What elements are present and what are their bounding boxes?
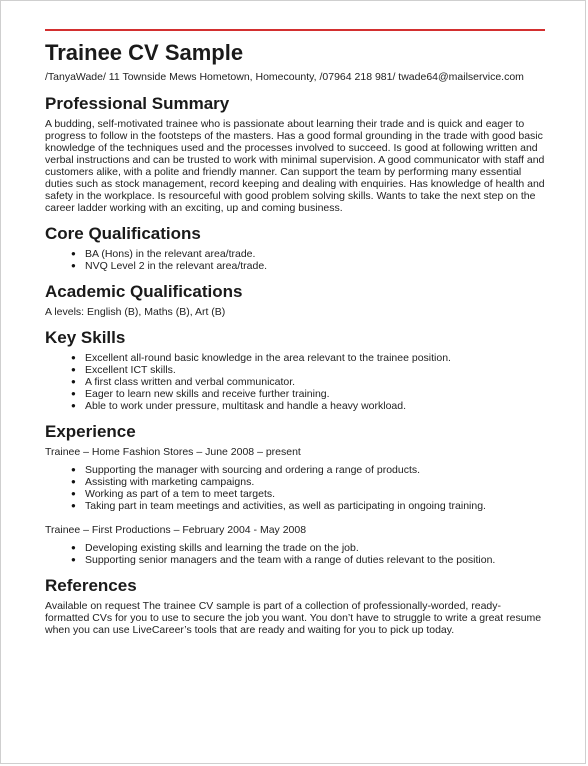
list-item: ● Excellent ICT skills. [85,364,545,376]
spacer [45,512,545,520]
list-item: ● A first class written and verbal communicator. [85,376,545,388]
list-item: ● Supporting senior managers and the team with a range of duties relevant to the position. [85,554,545,566]
list-item: ● Developing existing skills and learning the trade on the job. [85,542,545,554]
list-item: ● Able to work under pressure, multitask and handle a heavy workload. [85,400,545,412]
references-heading: References [45,575,137,595]
experience-heading: Experience [45,421,136,441]
list-item: ● Excellent all-round basic knowledge in the area relevant to the trainee position. [85,352,545,364]
contact-info: /TanyaWade/ 11 Townside Mews Hometown, Homecounty, /07964 218 981/ twade64@mailservice.com [45,71,524,83]
core-qualifications-heading: Core Qualifications [45,223,201,243]
list-item: ● Taking part in team meetings and activities, as well as participating in ongoing training. [85,500,545,512]
cv-content [45,39,545,636]
references-text: Available on request The trainee CV sample is part of a collection of professionally-worded, ready-formatted CVs for you to use to secure the job you want. You don’t have to struggle to write a great resume when you can use LiveCareer’s tools that are ready and waiting for you to pick up today. [45,599,542,636]
list-item: ● Working as part of a tem to meet targets. [85,488,545,500]
academic-text: A levels: English (B), Maths (B), Art (B) [45,305,226,318]
job-title-line: Trainee – First Productions – February 2004 - May 2008 [45,523,307,536]
list-item: ● NVQ Level 2 in the relevant area/trade. [85,260,545,272]
list-item: ● BA (Hons) in the relevant area/trade. [85,248,545,260]
key-skills-heading: Key Skills [45,327,126,347]
accent-rule [45,29,545,31]
summary-heading: Professional Summary [45,93,230,113]
job-duties-list [45,464,545,512]
academic-qualifications-heading: Academic Qualifications [45,281,243,301]
list-item: ● Assisting with marketing campaigns. [85,476,545,488]
list-item: ● Eager to learn new skills and receive further training. [85,388,545,400]
cv-title: Trainee CV Sample [45,40,244,65]
list-item: ● Supporting the manager with sourcing and ordering a range of products. [85,464,545,476]
job-title-line: Trainee – Home Fashion Stores – June 2008 – present [45,445,301,458]
summary-text: A budding, self-motivated trainee who is passionate about learning their trade and is quick and eager to progress to follow in the footsteps of the masters. Has a good formal grounding in the trade with good basic knowledge of the techniques used and the processes involved to succeed. Is good at following written and verbal instructions and can be trusted to work with minimal supervision. A good communicator with staff and customers alike, with a polite and friendly manner. Can support the team by performing many essential duties such as stock management, record keeping and dealing with enquiries. Has knowledge of health and safety in the workplace. Is resourceful with good problem solving skills. Wants to take the next step on the career ladder working with an exciting, up and coming business. [45,117,545,214]
core-qualifications-list [45,248,545,272]
key-skills-list [45,352,545,412]
job-duties-list [45,542,545,566]
